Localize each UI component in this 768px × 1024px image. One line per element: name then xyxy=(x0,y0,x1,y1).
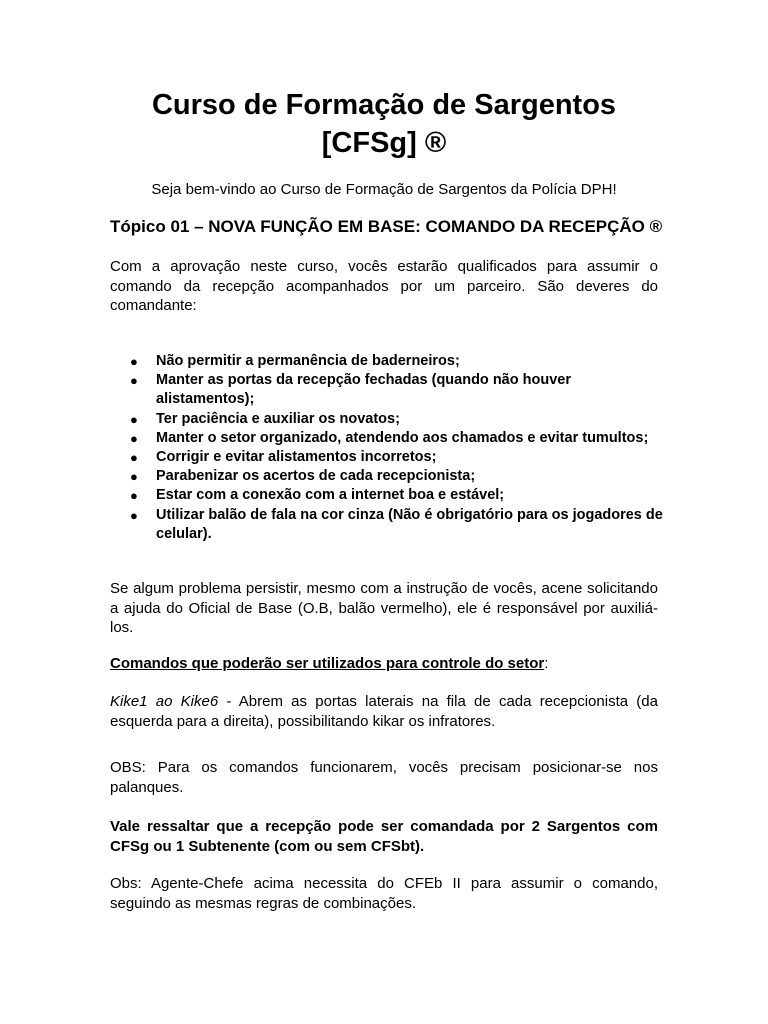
list-item xyxy=(110,429,670,448)
bullet-icon: ● xyxy=(130,430,138,446)
list-item xyxy=(110,467,670,486)
list-item xyxy=(110,352,670,371)
bullet-icon: ● xyxy=(130,469,138,485)
problem-paragraph: Se algum problema persistir, mesmo com a instrução de vocês, acene solicitando a ajuda do Oficial de Base (O.B, balão vermelho), ele é responsável por auxiliá-los. xyxy=(110,580,658,636)
title-line-2: [CFSg] ® xyxy=(321,127,447,159)
obs-palanques-paragraph: OBS: Para os comandos funcionarem, vocês precisam posicionar-se nos palanques. xyxy=(110,759,658,796)
duty-text: Não permitir a permanência de baderneiros; xyxy=(156,353,460,369)
bullet-icon: ● xyxy=(130,411,138,427)
highlight-paragraph: Vale ressaltar que a recepção pode ser comandada por 2 Sargentos com CFSg ou 1 Subtenente (com ou sem CFSbt). xyxy=(110,818,658,855)
list-item xyxy=(110,410,670,429)
duty-text: Parabenizar os acertos de cada recepcionista; xyxy=(156,468,476,485)
list-item xyxy=(110,506,670,544)
duty-text: Manter o setor organizado, atendendo aos chamados e evitar tumultos; xyxy=(156,429,649,446)
duty-text: Manter as portas da recepção fechadas (quando não houver alistamentos); xyxy=(156,372,571,408)
duty-text: Ter paciência e auxiliar os novatos; xyxy=(156,410,400,427)
kike-command: Kike1 ao Kike6 xyxy=(110,693,219,710)
duties-list xyxy=(110,352,670,544)
duty-text: Utilizar balão de fala na cor cinza (Não é obrigatório para os jogadores de celular). xyxy=(156,506,663,542)
title-line-1: Curso de Formação de Sargentos xyxy=(151,89,617,121)
kike-paragraph xyxy=(110,692,658,731)
duty-text: Corrigir e evitar alistamentos incorretos; xyxy=(156,449,437,466)
list-item xyxy=(110,486,670,505)
topic-heading: Tópico 01 – NOVA FUNÇÃO EM BASE: COMANDO DA RECEPÇÃO ® xyxy=(110,217,663,236)
obs-agente-paragraph: Obs: Agente-Chefe acima necessita do CFEb II para assumir o comando, seguindo as mesmas regras de combinações. xyxy=(110,875,658,912)
document-title xyxy=(110,86,658,162)
list-item xyxy=(110,448,670,467)
commands-heading xyxy=(110,654,658,674)
commands-heading-colon: : xyxy=(544,655,549,672)
duty-text: Estar com a conexão com a internet boa e estável; xyxy=(156,487,505,504)
commands-heading-text: Comandos que poderão ser utilizados para controle do setor xyxy=(110,655,545,672)
kike-description: - Abrem as portas laterais na fila de cada recepcionista (da esquerda para a direita), possibilitando kikar os infratores. xyxy=(110,693,658,730)
welcome-text: Seja bem-vindo ao Curso de Formação de Sargentos da Polícia DPH! xyxy=(151,181,617,198)
bullet-icon: ● xyxy=(130,488,138,504)
bullet-icon: ● xyxy=(130,354,138,369)
bullet-icon: ● xyxy=(130,507,138,523)
list-item xyxy=(110,371,670,409)
bullet-icon: ● xyxy=(130,450,138,466)
intro-paragraph: Com a aprovação neste curso, vocês estarão qualificados para assumir o comando da recepção acompanhados por um parceiro. São deveres do comandante: xyxy=(110,258,658,314)
bullet-icon: ● xyxy=(130,373,138,389)
